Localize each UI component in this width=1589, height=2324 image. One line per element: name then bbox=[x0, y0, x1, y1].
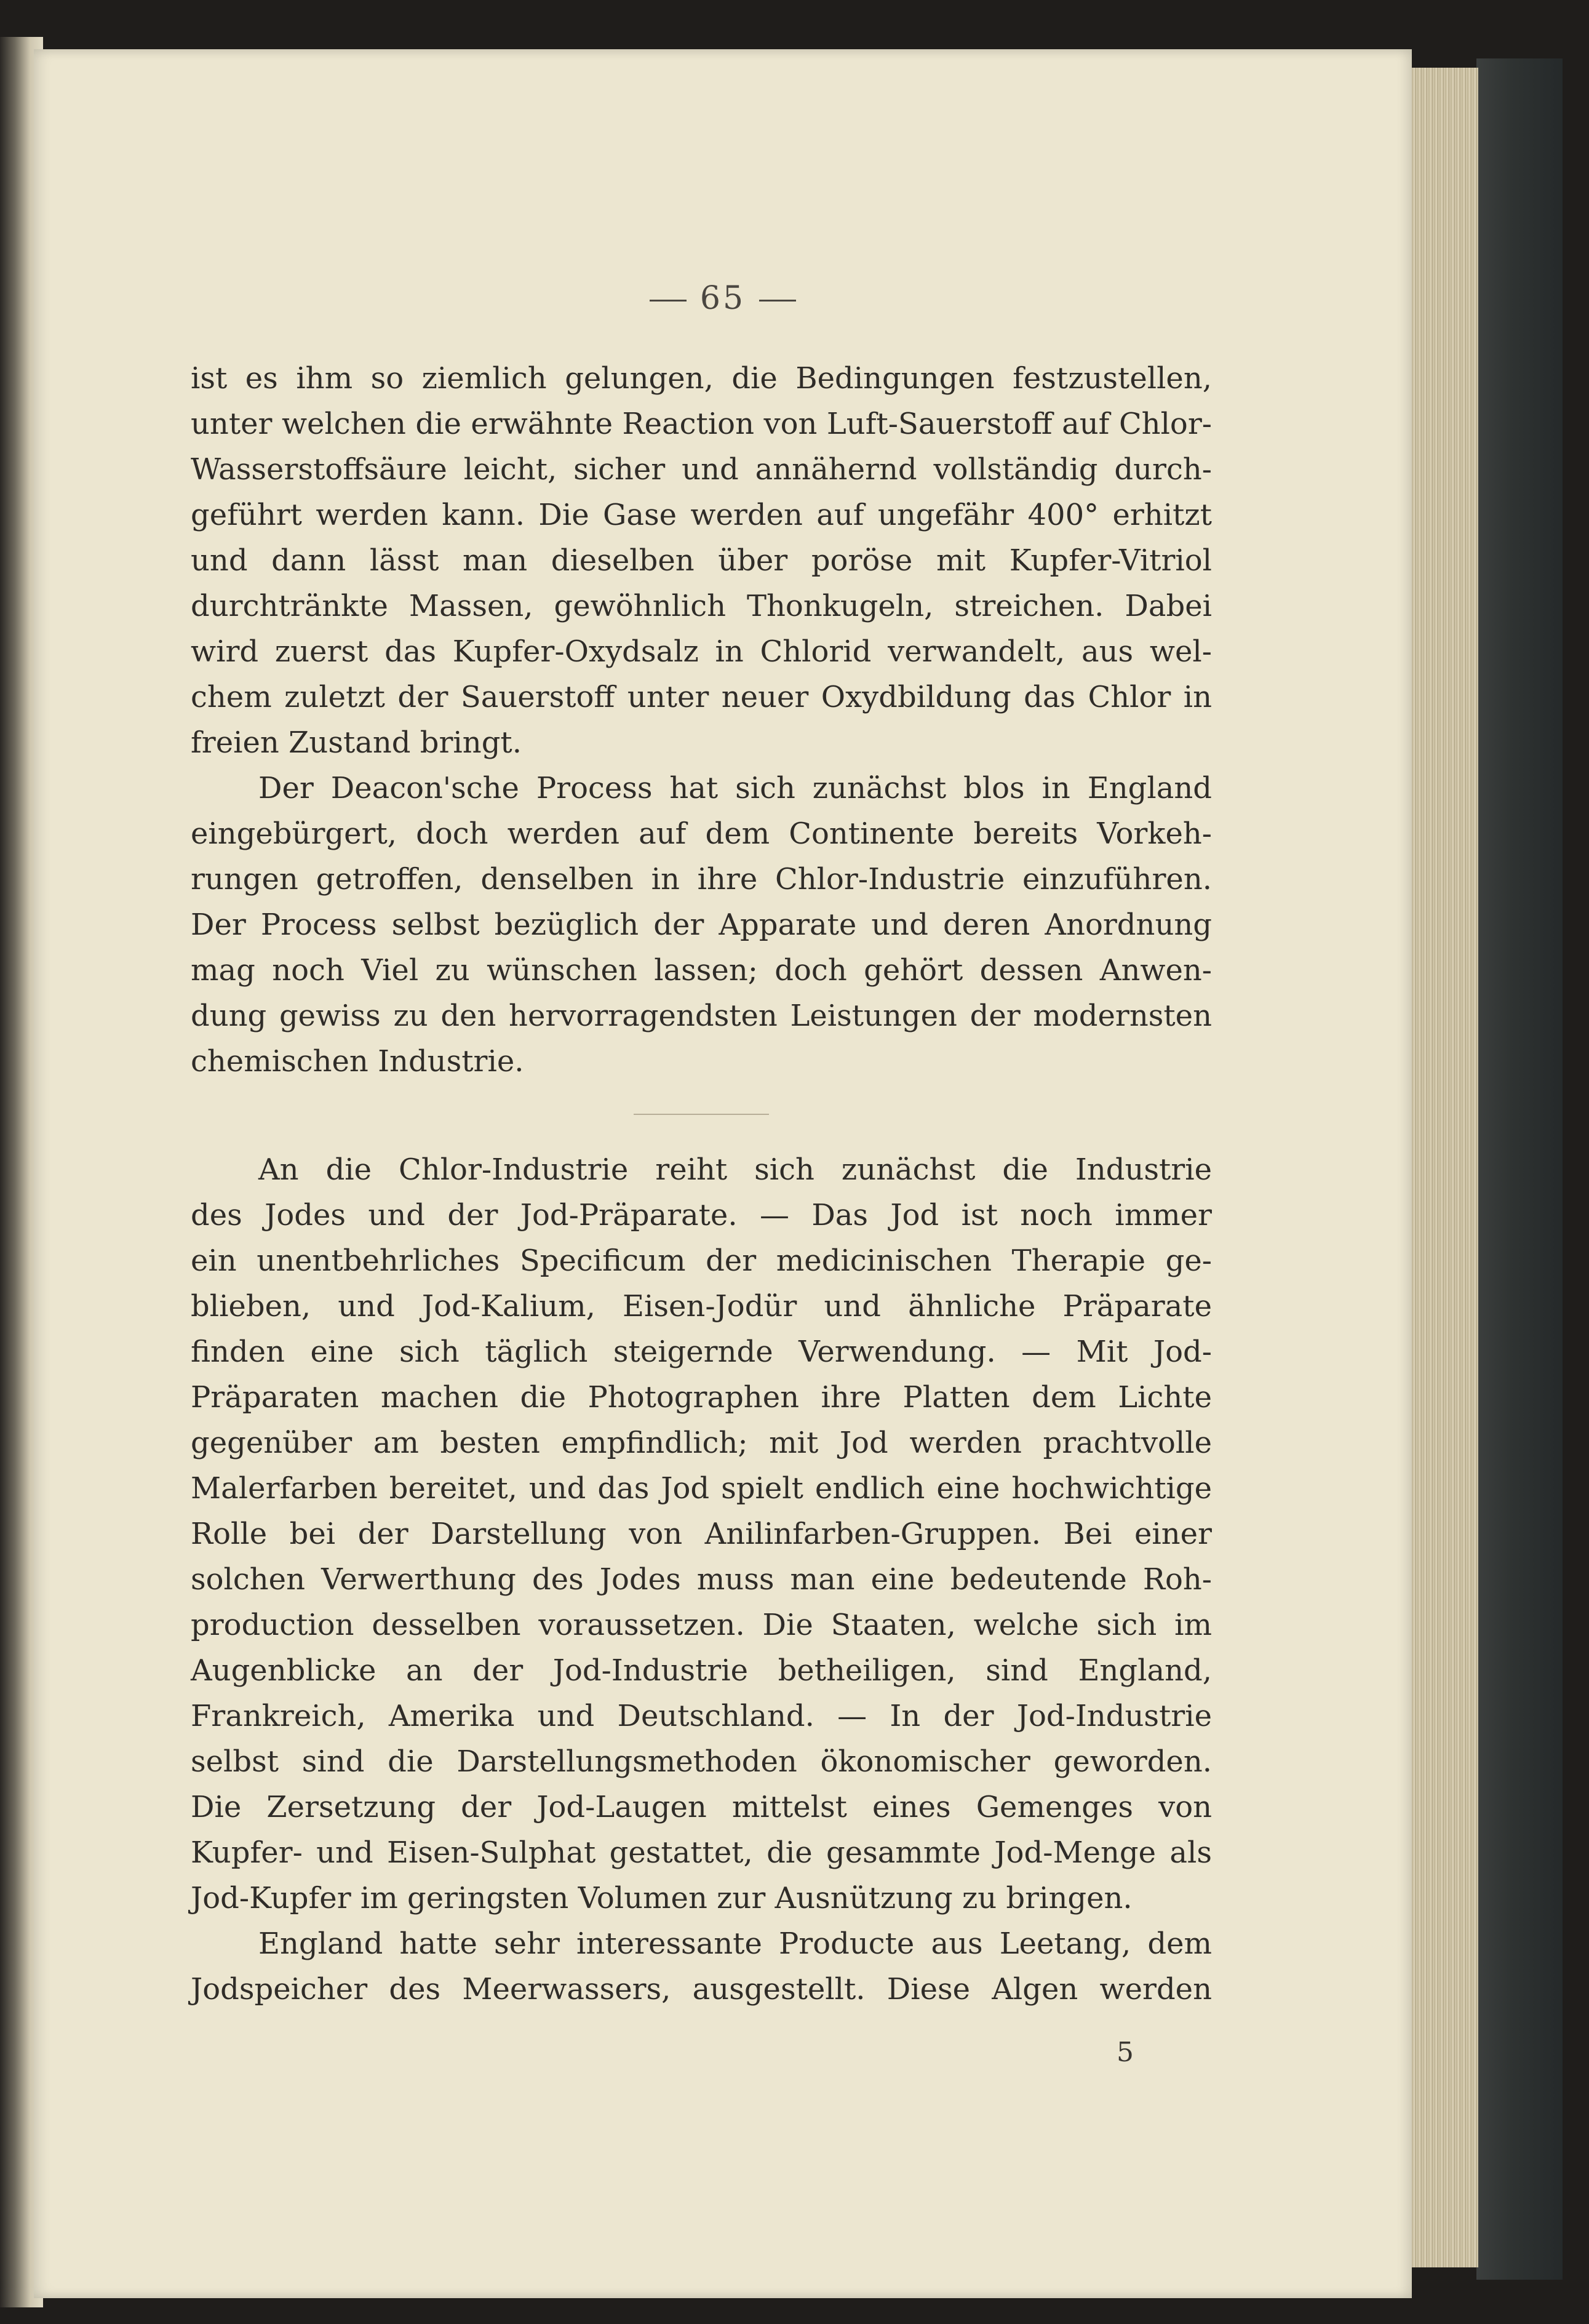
text-line: Jod-Kupfer im geringsten Volumen zur Ausnützung zu bringen. bbox=[191, 1881, 1133, 1915]
text-line: Frankreich, Amerika und Deutschland. — In der Jod-Industrie bbox=[191, 1699, 1212, 1733]
paragraph-2 bbox=[191, 765, 1212, 1084]
text-line: Der Deacon'sche Process hat sich zunächst blos in England bbox=[258, 771, 1212, 805]
text-line: selbst sind die Darstellungsmethoden ökonomischer geworden. bbox=[191, 1744, 1212, 1779]
text-line: und dann lässt man dieselben über poröse mit Kupfer-Vitriol bbox=[191, 543, 1212, 578]
text-line: An die Chlor-Industrie reiht sich zunächst die Industrie bbox=[258, 1152, 1212, 1187]
text-line: chemischen Industrie. bbox=[191, 1044, 524, 1079]
header-dash-right bbox=[759, 300, 796, 301]
text-line: finden eine sich täglich steigernde Verwendung. — Mit Jod- bbox=[191, 1335, 1212, 1369]
text-line: geführt werden kann. Die Gase werden auf ungefähr 400° erhitzt bbox=[191, 498, 1212, 532]
text-line: des Jodes und der Jod-Präparate. — Das Jod ist noch immer bbox=[191, 1198, 1212, 1232]
page-number-header: 65 bbox=[699, 280, 746, 317]
paragraph-4 bbox=[191, 1921, 1212, 2012]
text-line: eingebürgert, doch werden auf dem Continente bereits Vorkeh- bbox=[191, 817, 1212, 851]
paragraph-3 bbox=[191, 1147, 1212, 1921]
body-text bbox=[191, 356, 1212, 2012]
header-dash-left bbox=[650, 300, 687, 301]
text-line: ein unentbehrliches Specificum der medicinischen Therapie ge- bbox=[191, 1244, 1212, 1278]
text-line: Malerfarben bereitet, und das Jod spielt endlich eine hochwichtige bbox=[191, 1471, 1212, 1506]
text-line: freien Zustand bringt. bbox=[191, 725, 522, 760]
text-line: Jodspeicher des Meerwassers, ausgestellt. Diese Algen werden bbox=[191, 1972, 1212, 2007]
text-line: rungen getroffen, denselben in ihre Chlor-Industrie einzuführen. bbox=[191, 862, 1212, 896]
page-stack-edge bbox=[1409, 68, 1478, 2267]
page-header bbox=[34, 280, 1412, 317]
text-line: gegenüber am besten empfindlich; mit Jod werden prachtvolle bbox=[191, 1426, 1212, 1460]
text-line: solchen Verwerthung des Jodes muss man eine bedeutende Roh- bbox=[191, 1562, 1212, 1597]
text-line: England hatte sehr interessante Producte aus Leetang, dem bbox=[258, 1927, 1212, 1961]
text-line: production desselben voraussetzen. Die Staaten, welche sich im bbox=[191, 1608, 1212, 1642]
text-line: Der Process selbst bezüglich der Apparate und deren Anordnung bbox=[191, 908, 1212, 942]
text-line: unter welchen die erwähnte Reaction von Luft-Sauerstoff auf Chlor- bbox=[191, 407, 1212, 441]
text-line: wird zuerst das Kupfer-Oxydsalz in Chlorid verwandelt, aus wel- bbox=[191, 634, 1212, 669]
text-line: durchtränkte Massen, gewöhnlich Thonkugeln, streichen. Dabei bbox=[191, 589, 1212, 623]
book-cover-edge bbox=[1476, 58, 1563, 2280]
text-line: Augenblicke an der Jod-Industrie betheiligen, sind England, bbox=[191, 1653, 1212, 1688]
text-line: Rolle bei der Darstellung von Anilinfarben-Gruppen. Bei einer bbox=[191, 1517, 1212, 1551]
text-line: Kupfer- und Eisen-Sulphat gestattet, die gesammte Jod-Menge als bbox=[191, 1835, 1212, 1870]
text-line: mag noch Viel zu wünschen lassen; doch gehört dessen Anwen- bbox=[191, 953, 1212, 988]
text-line: Präparaten machen die Photographen ihre Platten dem Lichte bbox=[191, 1380, 1212, 1415]
text-line: dung gewiss zu den hervorragendsten Leistungen der modernsten bbox=[191, 999, 1212, 1033]
signature-mark: 5 bbox=[1117, 2037, 1134, 2068]
paragraph-1 bbox=[191, 356, 1212, 765]
book-page bbox=[34, 49, 1412, 2298]
section-divider bbox=[634, 1114, 769, 1115]
text-line: Die Zersetzung der Jod-Laugen mittelst eines Gemenges von bbox=[191, 1790, 1212, 1824]
text-line: ist es ihm so ziemlich gelungen, die Bedingungen festzustellen, bbox=[191, 361, 1212, 396]
text-line: chem zuletzt der Sauerstoff unter neuer Oxydbildung das Chlor in bbox=[191, 680, 1212, 714]
text-line: Wasserstoffsäure leicht, sicher und annähernd vollständig durch- bbox=[191, 452, 1212, 487]
text-line: blieben, und Jod-Kalium, Eisen-Jodür und ähnliche Präparate bbox=[191, 1289, 1212, 1324]
